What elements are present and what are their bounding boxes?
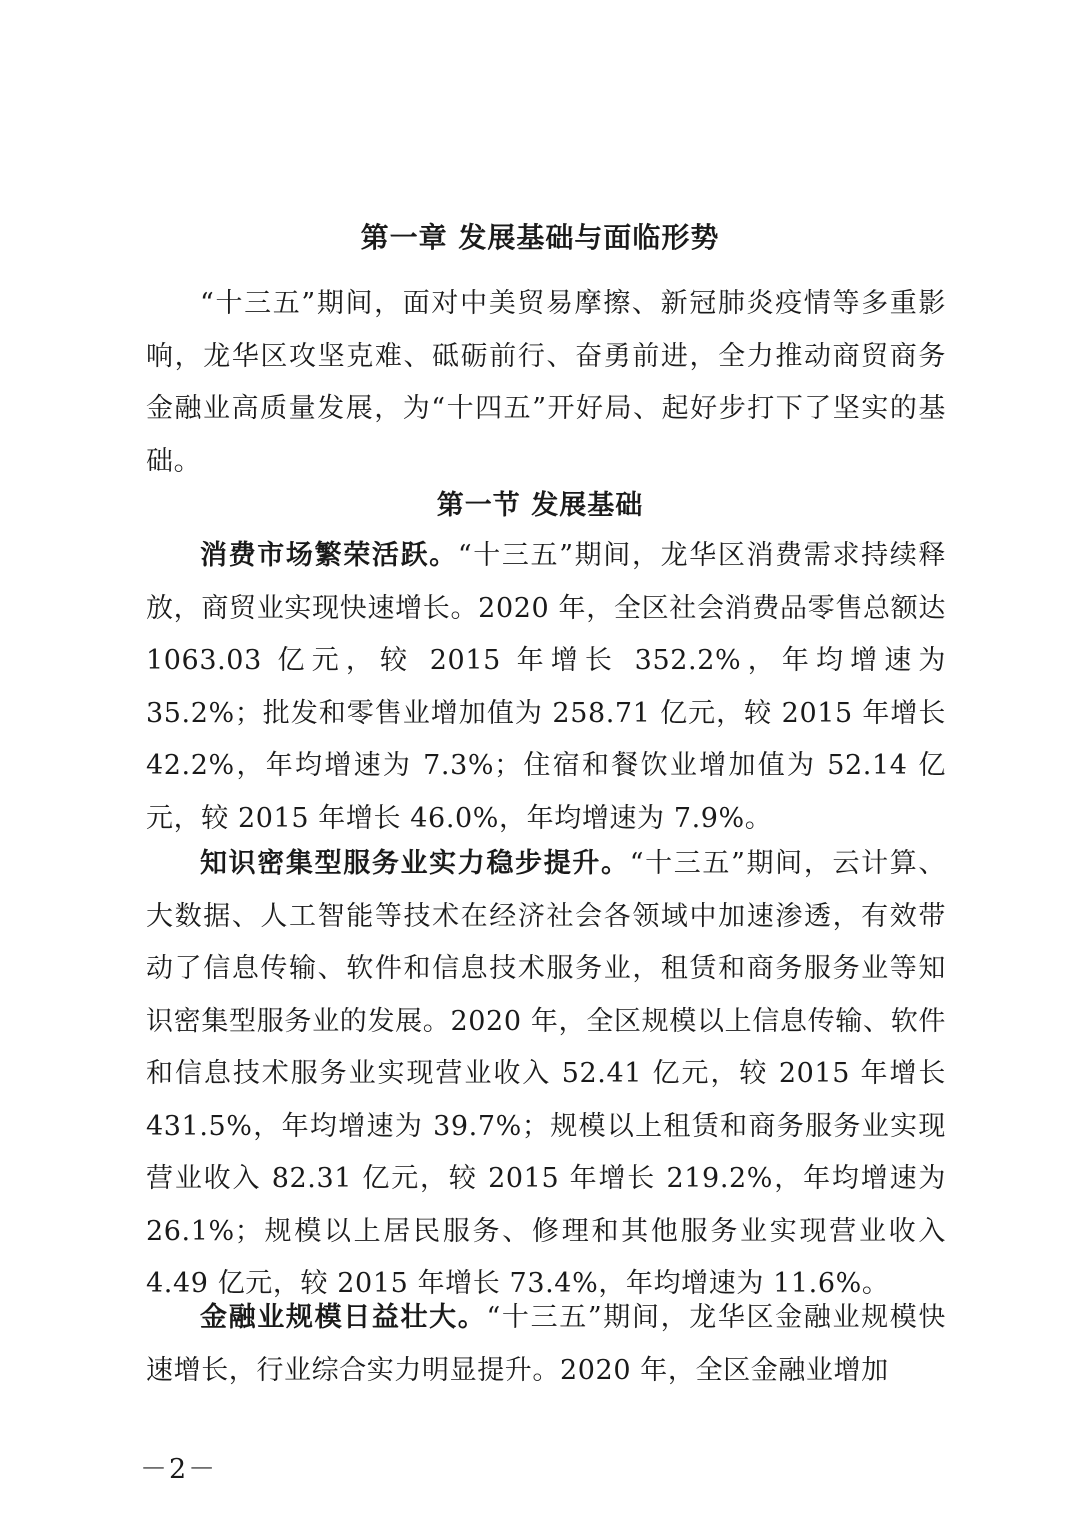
paragraph-body: “十三五”期间，云计算、大数据、人工智能等技术在经济社会各领域中加速渗透，有效带动了信息传输、软件和信息技术服务业，租赁和商务服务业等知识密集型服务业的发展。2020 年，全区规模以上信息传输、软件和信息技术服务业实现营业收入 52.41 亿元，较 2015 年增长 431.5%，年均增速为 39.7%；规模以上租赁和商务服务业实现营业收入 82.31 亿元，较 2015 年增长 219.2%，年均增速为 26.1%；规模以上居民服务、修理和其他服务业实现营业收入 4.49 亿元，较 2015 年增长 73.4%，年均增速为 11.6%。 xyxy=(146,848,946,1299)
paragraph-lead: 知识密集型服务业实力稳步提升。 xyxy=(200,848,630,879)
paragraph-body: “十三五”期间，龙华区消费需求持续释放，商贸业实现快速增长。2020 年，全区社会消费品零售总额达 1063.03 亿元，较 2015 年增长 352.2%，年均增速为 35.2%；批发和零售业增加值为 258.71 亿元，较 2015 年增长 42.2%，年均增速为 7.3%；住宿和餐饮业增加值为 52.14 亿元，较 2015 年增长 46.0%，年均增速为 7.9%。 xyxy=(146,540,946,834)
chapter-title: 第一章 发展基础与面临形势 xyxy=(360,221,720,254)
paragraph-body: “十三五”期间，龙华区金融业规模快速增长，行业综合实力明显提升。2020 年，全区金融业增加 xyxy=(146,1302,947,1386)
paragraph-lead: 金融业规模日益壮大。 xyxy=(200,1302,487,1333)
paragraph-lead: 消费市场繁荣活跃。 xyxy=(200,540,458,571)
paragraph-consumer-market xyxy=(146,530,946,845)
section-title: 第一节 发展基础 xyxy=(436,490,644,521)
intro-paragraph: “十三五”期间，面对中美贸易摩擦、新冠肺炎疫情等多重影响，龙华区攻坚克难、砥砺前行、奋勇前进，全力推动商贸商务金融业高质量发展，为“十四五”开好局、起好步打下了坚实的基础。 xyxy=(146,288,946,477)
page-number: －2－ xyxy=(140,1454,218,1485)
paragraph-finance xyxy=(146,1292,946,1397)
paragraph-knowledge-services xyxy=(146,838,946,1311)
